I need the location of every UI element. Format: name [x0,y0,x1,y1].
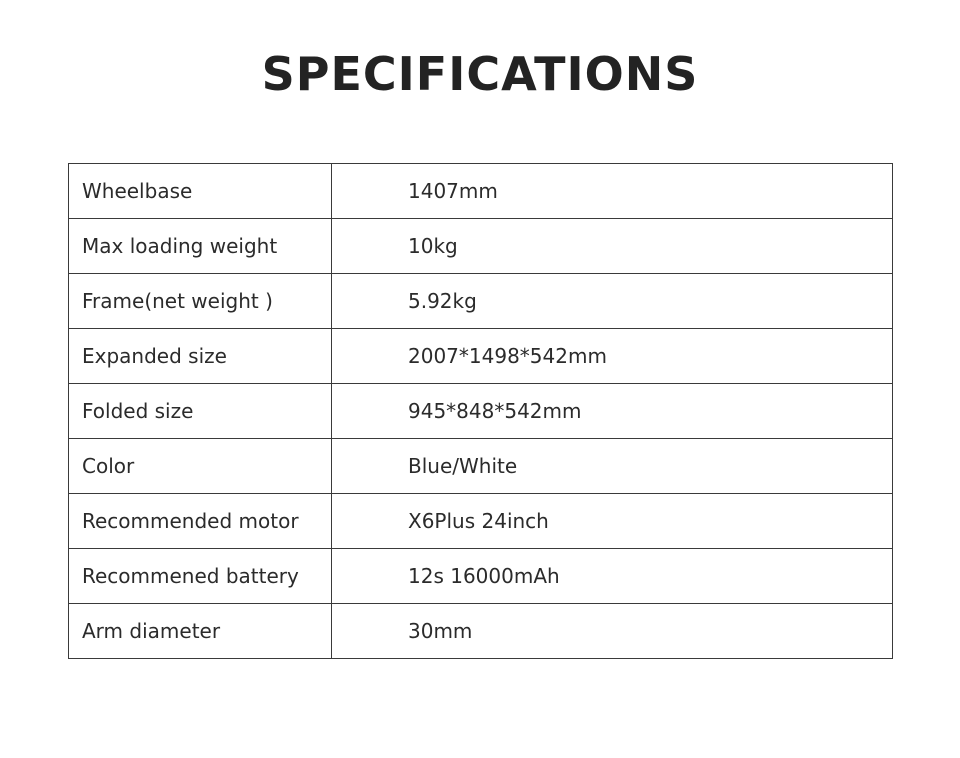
table-row [69,494,893,549]
spec-label: Frame(net weight ) [69,274,332,329]
spec-value: 10kg [332,219,893,274]
spec-value: 12s 16000mAh [332,549,893,604]
spec-value: 1407mm [332,164,893,219]
spec-value: 5.92kg [332,274,893,329]
table-row [69,439,893,494]
spec-label: Expanded size [69,329,332,384]
table-row [69,384,893,439]
spec-value: X6Plus 24inch [332,494,893,549]
spec-label: Folded size [69,384,332,439]
table-row [69,164,893,219]
spec-value: 30mm [332,604,893,659]
table-row [69,549,893,604]
specifications-table [68,163,893,659]
spec-label: Recommended motor [69,494,332,549]
table-row [69,604,893,659]
spec-value: 945*848*542mm [332,384,893,439]
spec-label: Arm diameter [69,604,332,659]
spec-value: 2007*1498*542mm [332,329,893,384]
table-row [69,274,893,329]
table-row [69,219,893,274]
page-title: SPECIFICATIONS [261,47,699,101]
spec-label: Color [69,439,332,494]
spec-label: Max loading weight [69,219,332,274]
spec-label: Recommened battery [69,549,332,604]
spec-label: Wheelbase [69,164,332,219]
table-row [69,329,893,384]
spec-value: Blue/White [332,439,893,494]
